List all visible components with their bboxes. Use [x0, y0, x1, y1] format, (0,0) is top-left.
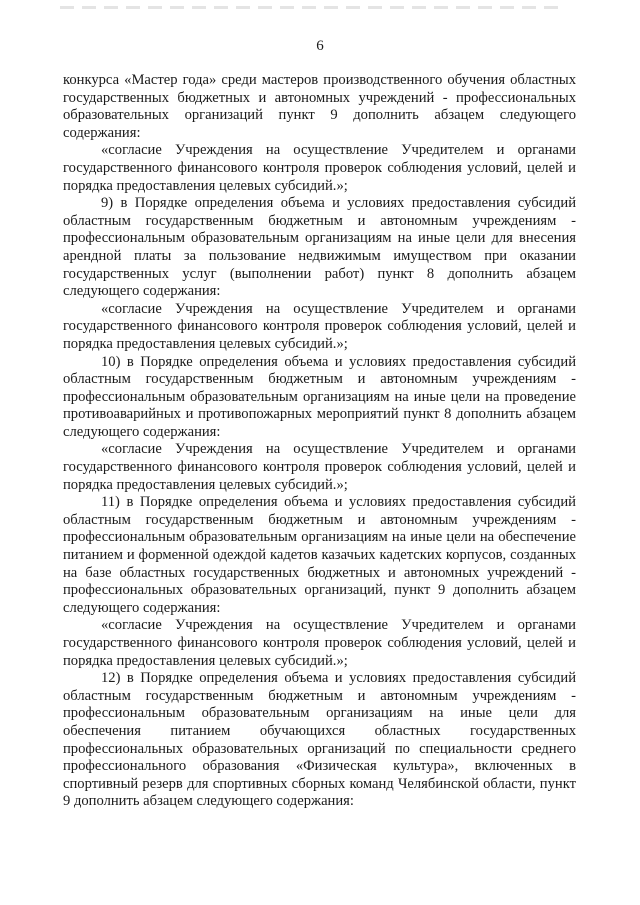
paragraph: «согласие Учреждения на осуществление Учредителем и органами государственного финансового контроля проверок соблюдения условий, целей и порядка предоставления целевых субсидий.»; [63, 300, 576, 352]
paragraph: 10) в Порядке определения объема и условиях предоставления субсидий областным государственным бюджетным и автономным учреждениям - профессиональным образовательным организациям на иные цели на проведение противоаварийных и противопожарных мероприятий пункт 8 дополнить абзацем следующего содержания: [63, 353, 576, 440]
page-number: 6 [316, 38, 324, 54]
document-body [63, 72, 576, 811]
paragraph: «согласие Учреждения на осуществление Учредителем и органами государственного финансового контроля проверок соблюдения условий, целей и порядка предоставления целевых субсидий.»; [63, 617, 576, 669]
scan-header-artifact [60, 6, 560, 9]
paragraph: 9) в Порядке определения объема и условиях предоставления субсидий областным государственным бюджетным и автономным учреждениям - профессиональным образовательным организациям на иные цели для внесения арендной платы за пользование недвижимым имуществом при оказании государственных услуг (выполнении работ) пункт 8 дополнить абзацем следующего содержания: [63, 195, 576, 300]
paragraph: конкурса «Мастер года» среди мастеров производственного обучения областных государственных бюджетных и автономных учреждений - профессиональных образовательных организаций пункт 9 дополнить абзацем следующего содержания: [63, 72, 576, 141]
paragraph: 12) в Порядке определения объема и условиях предоставления субсидий областным государственным бюджетным и автономным учреждениям - профессиональным образовательным организациям на иные цели для обеспечения питанием обучающихся областных государственных профессиональных образовательных организаций по специальности среднего профессионального образования «Физическая культура», включенных в спортивный резерв для спортивных сборных команд Челябинской области, пункт 9 дополнить абзацем следующего содержания: [63, 670, 576, 810]
paragraph: «согласие Учреждения на осуществление Учредителем и органами государственного финансового контроля проверок соблюдения условий, целей и порядка предоставления целевых субсидий.»; [63, 441, 576, 493]
paragraph: 11) в Порядке определения объема и условиях предоставления субсидий областным государственным бюджетным и автономным учреждениям - профессиональным образовательным организациям на иные цели на обеспечение питанием и форменной одеждой кадетов казачьих кадетских корпусов, созданных на базе областных государственных бюджетных и автономных учреждений - профессиональных образовательных организаций, пункт 9 дополнить абзацем следующего содержания: [63, 494, 576, 616]
paragraph: «согласие Учреждения на осуществление Учредителем и органами государственного финансового контроля проверок соблюдения условий, целей и порядка предоставления целевых субсидий.»; [63, 142, 576, 194]
